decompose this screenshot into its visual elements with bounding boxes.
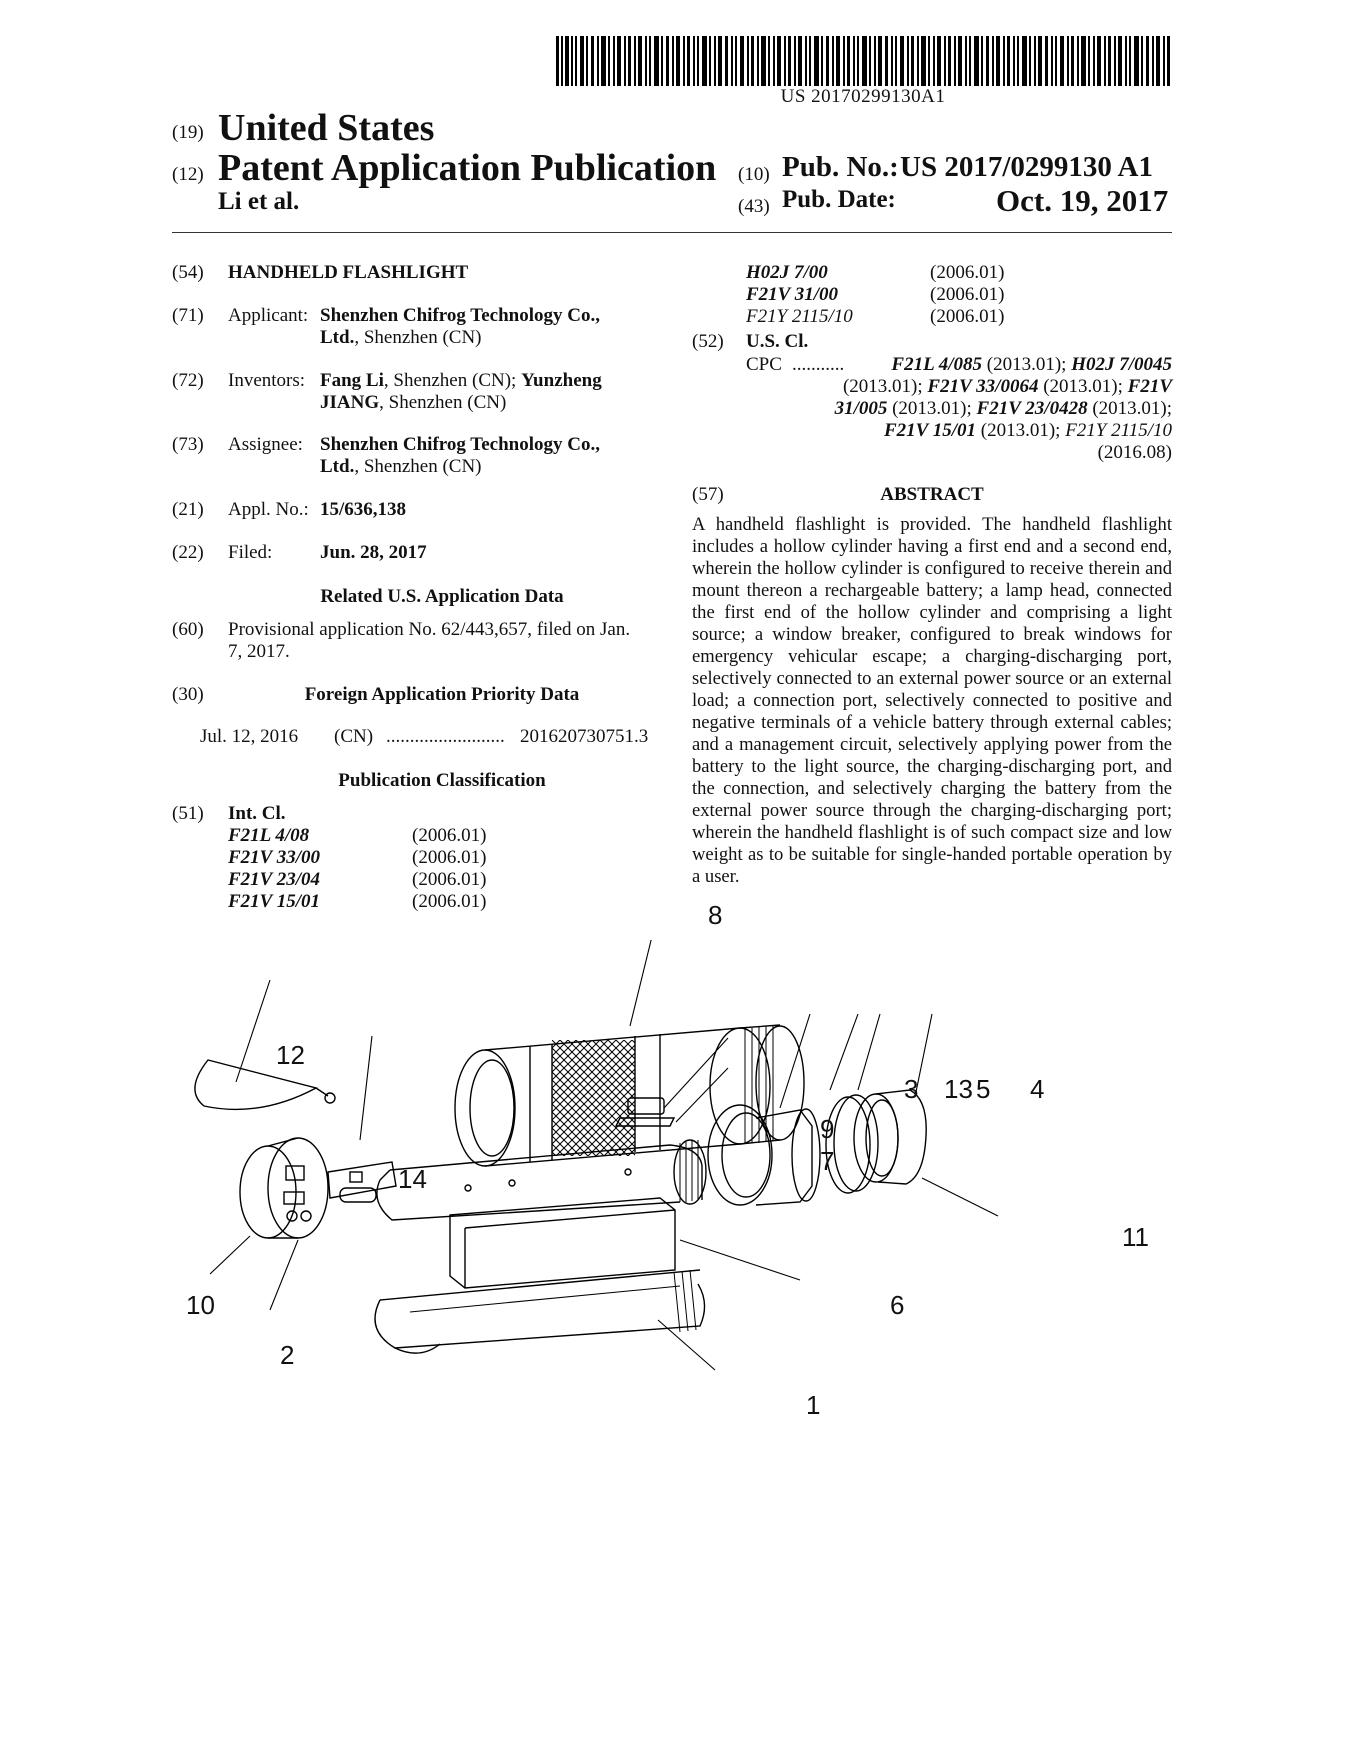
int-cl-version: (2006.01)	[412, 891, 487, 912]
battery-block-drawing	[450, 1198, 675, 1288]
int-cl-version: (2006.01)	[930, 284, 1005, 305]
abstract-heading: ABSTRACT	[880, 484, 984, 505]
foreign-priority-heading: Foreign Application Priority Data	[304, 684, 580, 705]
assignee-name2: Ltd.	[320, 456, 355, 477]
us-cl-label: U.S. Cl.	[746, 331, 809, 352]
barcode-text: US 20170299130A1	[780, 86, 946, 107]
applicant-name2: Ltd.	[320, 327, 355, 348]
cpc-version: (2013.01);	[842, 376, 928, 397]
int-cl-class: F21V 33/00	[228, 847, 321, 868]
appl-no-label: Appl. No.:	[228, 499, 309, 520]
foreign-dots: .........................	[386, 726, 505, 747]
cpc-code: F21V 33/0064	[927, 376, 1039, 397]
exploded-view-figure	[180, 940, 1170, 1580]
int-cl-class: F21Y 2115/10	[746, 306, 853, 327]
assignee-name: Shenzhen Chifrog Technology Co.,	[320, 434, 600, 455]
code-57: (57)	[692, 484, 724, 505]
inventors-line2	[320, 392, 506, 414]
pub-no-label: Pub. No.:	[782, 151, 899, 183]
cpc-version: (2013.01);	[1087, 398, 1172, 419]
int-cl-label: Int. Cl.	[228, 803, 286, 824]
code-51: (51)	[172, 803, 204, 824]
inventors-label: Inventors:	[228, 370, 306, 391]
foreign-country: (CN)	[334, 726, 374, 747]
inventor-2-first: Yunzheng	[521, 370, 602, 391]
related-data-heading: Related U.S. Application Data	[320, 586, 564, 607]
cpc-version: (2013.01);	[1038, 376, 1128, 397]
inventor-2-location: , Shenzhen (CN)	[379, 392, 507, 413]
lamp-head-drawing	[708, 1090, 926, 1205]
cpc-line5: (2016.08)	[1097, 442, 1172, 463]
code-73: (73)	[172, 434, 204, 455]
cpc-version: (2013.01);	[976, 420, 1066, 441]
cpc-version: (2013.01);	[982, 354, 1072, 375]
applicant-label: Applicant:	[228, 305, 309, 326]
cpc-code: F21V 15/01	[883, 420, 977, 441]
fig-label-5: 5	[976, 1074, 991, 1104]
cpc-code: F21L 4/085	[891, 354, 982, 375]
abstract-text: A handheld flashlight is provided. The handheld flashlight includes a hollow cylinder having a first end and a second end, wherein the hollow cylinder is configured to receive therein and mount thereon a rechargeable battery; a lamp head, connected the first end of the hollow cylinder and comprising a light source; a window breaker, configured to break windows for emergency vehicular escape; a charging-discharging port, selectively connected to an external power source or an external load; a connection port, selectively connected to positive and negative terminals of a vehicle battery through external cables; and a management circuit, selectively applying power from the battery to the light source, the charging-discharging port, and the connection, and selectively charging the battery from the external power source through the charging-discharging port; wherein the handheld flashlight is of such compact size and low weight as to be suitable for single-handed portable operation by a user.	[692, 514, 1172, 887]
appl-no: 15/636,138	[320, 499, 407, 520]
cpc-code: H02J 7/0045	[1071, 354, 1172, 375]
applicant-line2	[320, 327, 482, 349]
inventor-1: Fang Li	[320, 370, 384, 391]
int-cl-class: F21V 31/00	[746, 284, 839, 305]
code-19: (19)	[172, 122, 204, 143]
applicant-location: , Shenzhen (CN)	[354, 327, 482, 348]
fig-label-6: 6	[890, 1290, 905, 1320]
pub-class-heading: Publication Classification	[338, 770, 546, 791]
cpc-line2	[692, 376, 1172, 398]
inventor-1-location: , Shenzhen (CN);	[383, 370, 522, 391]
fig-label-12: 12	[276, 1040, 305, 1070]
assignee-line2	[320, 456, 482, 478]
int-cl-version: (2006.01)	[412, 847, 487, 868]
inventor-2-last: JIANG	[320, 392, 380, 413]
foreign-app-no: 201620730751.3	[520, 726, 649, 747]
fig-label-4: 4	[1030, 1074, 1045, 1104]
knurled-sleeve-drawing	[455, 1025, 804, 1166]
cpc-code: F21V 23/0428	[976, 398, 1088, 419]
int-cl-version: (2006.01)	[412, 825, 487, 846]
int-cl-class: F21L 4/08	[228, 825, 310, 846]
fig-label-11: 11	[1122, 1222, 1149, 1252]
filed-label: Filed:	[228, 542, 273, 563]
fig-label-10: 10	[186, 1290, 215, 1320]
int-cl-class: F21V 15/01	[228, 891, 321, 912]
barcode	[556, 36, 1170, 86]
invention-title: HANDHELD FLASHLIGHT	[228, 262, 469, 283]
cpc-line4	[692, 420, 1172, 442]
code-30: (30)	[172, 684, 204, 705]
cpc-code: F21Y 2115/10	[1065, 420, 1172, 441]
applicant-name: Shenzhen Chifrog Technology Co.,	[320, 305, 600, 326]
fig-label-13: 13	[944, 1074, 973, 1104]
cpc-label: CPC	[746, 354, 782, 375]
cpc-line3	[692, 398, 1172, 420]
code-72: (72)	[172, 370, 204, 391]
filed-date: Jun. 28, 2017	[320, 542, 427, 563]
fig-label-3: 3	[904, 1074, 919, 1104]
country: United States	[218, 107, 435, 149]
cpc-version: (2013.01);	[887, 398, 977, 419]
code-12: (12)	[172, 164, 204, 185]
fig-label-7: 7	[820, 1146, 835, 1176]
int-cl-version: (2006.01)	[412, 869, 487, 890]
fig-label-8: 8	[708, 900, 723, 930]
code-60: (60)	[172, 619, 204, 640]
code-43: (43)	[738, 196, 770, 217]
provisional-line1: Provisional application No. 62/443,657, filed on Jan.	[228, 619, 631, 640]
pub-date-label: Pub. Date:	[782, 186, 896, 213]
document-type: Patent Application Publication	[218, 147, 717, 189]
inventors-line1	[320, 370, 602, 392]
foreign-date: Jul. 12, 2016	[200, 726, 299, 747]
cpc-dots: ...........	[792, 354, 845, 375]
int-cl-class: H02J 7/00	[746, 262, 828, 283]
lower-shell-drawing	[375, 1270, 705, 1353]
fig-label-1: 1	[806, 1390, 821, 1420]
authors: Li et al.	[218, 188, 300, 215]
int-cl-version: (2006.01)	[930, 262, 1005, 283]
code-52: (52)	[692, 331, 724, 352]
fig-label-2: 2	[280, 1340, 295, 1370]
int-cl-class: F21V 23/04	[228, 869, 321, 890]
code-71: (71)	[172, 305, 204, 326]
provisional-line2: 7, 2017.	[228, 641, 290, 662]
cpc-code: 31/005	[834, 398, 888, 419]
assignee-label: Assignee:	[228, 434, 303, 455]
code-10: (10)	[738, 164, 770, 185]
cpc-code: F21V	[1127, 376, 1172, 397]
code-22: (22)	[172, 542, 204, 563]
header-divider	[172, 232, 1172, 233]
fig-label-9: 9	[820, 1114, 835, 1144]
pub-no: US 2017/0299130 A1	[900, 151, 1153, 183]
code-54: (54)	[172, 262, 204, 283]
assignee-location: , Shenzhen (CN)	[354, 456, 482, 477]
cpc-line1	[692, 354, 1172, 376]
code-21: (21)	[172, 499, 204, 520]
int-cl-version: (2006.01)	[930, 306, 1005, 327]
pub-date: Oct. 19, 2017	[996, 183, 1169, 218]
fig-label-14: 14	[398, 1164, 427, 1194]
